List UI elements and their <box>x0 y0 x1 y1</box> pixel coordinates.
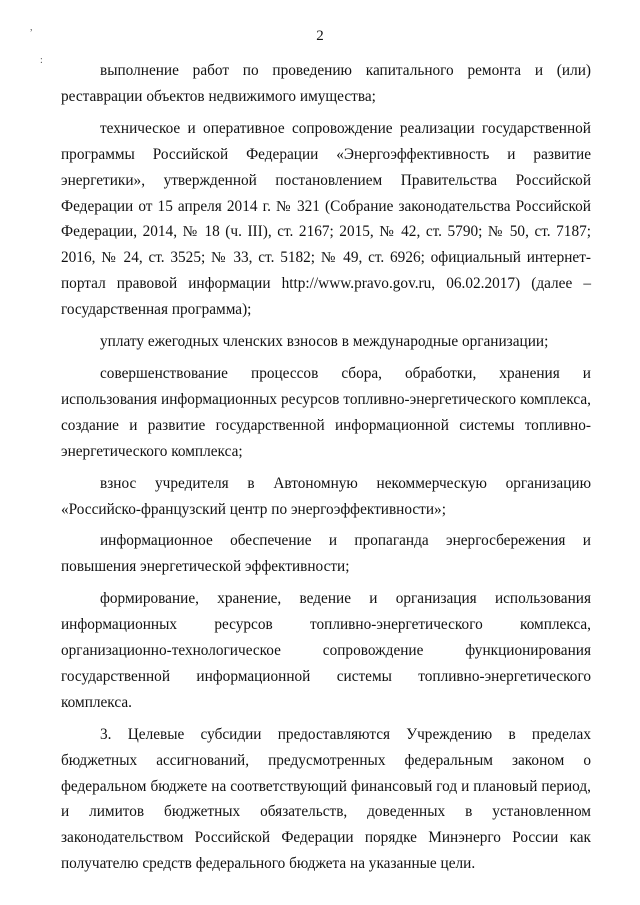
scan-artifact-mark: , <box>30 22 33 33</box>
paragraph-program-support: техническое и оперативное сопровождение реализации государственной программы Российской Федерации «Энергоэффективность и развитие энергетики», утвержденной постановлением Правительства Российской Федерации от 15 апреля 2014 г. № 321 (Собрание законодательства Российской Федерации, 2014, № 18 (ч. III), ст. 2167; 2015, № 42, ст. 5790; № 50, ст. 7187; 2016, № 24, ст. 3525; № 33, ст. 5182; № 49, ст. 6926; официальный интернет-портал правовой информации http://www.pravo.gov.ru, 06.02.2017) (далее – государственная программа); <box>61 119 591 319</box>
paragraph-clause-3-subsidies: 3. Целевые субсидии предоставляются Учреждению в пределах бюджетных ассигнований, предусмотренных федеральным законом о федеральном бюджете на соответствующий финансовый год и плановый период, и лимитов бюджетных обязательств, доведенных в установленном законодательством Российской Федерации порядке Минэнерго России как получателю средств федерального бюджета на указанные цели. <box>61 725 591 873</box>
paragraph-info-system-maintenance: формирование, хранение, ведение и организация использования информационных ресурсов топливно-энергетического комплекса, организационно-технологическое сопровождение функционирования государственной информационной системы топливно-энергетического комплекса. <box>61 590 591 711</box>
paragraph-membership-fees: уплату ежегодных членских взносов в международные организации; <box>100 333 549 351</box>
paragraph-energy-saving-promo: информационное обеспечение и пропаганда энергосбережения и повышения энергетической эффективности; <box>61 532 591 576</box>
paragraph-info-resources: совершенствование процессов сбора, обработки, хранения и использования информационных ресурсов топливно-энергетического комплекса, создание и развитие государственной информационной системы топливно-энергетического комплекса; <box>61 364 591 460</box>
paragraph-repair-works: выполнение работ по проведению капитального ремонта и (или) реставрации объектов недвижимого имущества; <box>61 62 591 105</box>
scan-artifact-mark: : <box>40 55 43 66</box>
document-body <box>61 58 591 877</box>
page-number: 2 <box>316 28 324 44</box>
paragraph-founder-contribution: взнос учредителя в Автономную некоммерческую организацию «Российско-французский центр по энергоэффективности»; <box>61 474 591 518</box>
